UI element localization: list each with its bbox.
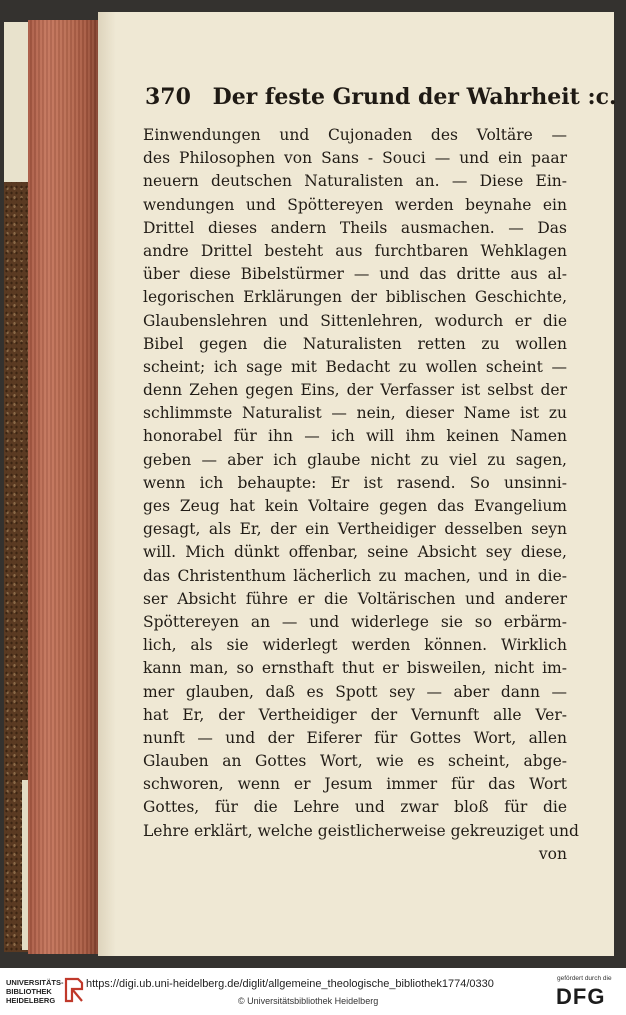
text-line: lich, als sie widerlegt werden können. Wirklich	[143, 636, 567, 655]
text-line: neuern deutschen Naturalisten an. — Diese Ein-	[143, 172, 567, 191]
text-line: honorabel für ihn — ich will ihm keinen Namen	[143, 427, 567, 446]
text-line: ges Zeug hat kein Voltaire gegen das Evangelium	[143, 497, 567, 515]
text-line: mer glauben, daß es Spott sey — aber dann —	[143, 682, 567, 701]
text-line: nunft — und der Eiferer für Gottes Wort, allen	[143, 728, 567, 747]
text-line: will. Mich dünkt offenbar, seine Absicht sey diese,	[143, 543, 567, 562]
page-number: 370	[145, 84, 191, 110]
text-line: andre Drittel besteht aus furchtbaren Wehklagen	[143, 241, 567, 260]
text-line: Drittel dieses andern Theils ausmachen. — Das	[143, 218, 567, 237]
library-logo-icon	[64, 977, 84, 1003]
text-line: geben — aber ich glaube nicht zu viel zu sagen,	[143, 450, 567, 469]
text-line: Glauben an Gottes Wort, wie es scheint, abge-	[143, 752, 567, 771]
page-url-link[interactable]: https://digi.ub.uni-heidelberg.de/diglit/allgemeine_theologische_bibliothek1774/0330	[86, 978, 494, 990]
text-line: hat Er, der Vertheidiger der Vernunft alle Ver-	[143, 705, 567, 724]
dfg-logo: DFG	[556, 984, 606, 1009]
library-name: UNIVERSITÄTS- BIBLIOTHEK HEIDELBERG	[6, 978, 64, 1005]
text-line: Einwendungen und Cujonaden des Voltäre —	[143, 126, 567, 144]
text-line: über diese Bibelstürmer — und das dritte aus al-	[143, 265, 567, 284]
body-text	[143, 124, 579, 866]
copyright-notice: © Universitätsbibliothek Heidelberg	[238, 996, 379, 1006]
text-line: scheint; ich sage mit Bedacht zu wollen scheint —	[143, 357, 567, 376]
text-line: des Philosophen von Sans - Souci — und ein paar	[143, 149, 567, 168]
text-line: Spöttereyen an — und widerlege sie so erbärm-	[143, 612, 567, 631]
book-spine-edge	[28, 20, 100, 954]
text-line: das Christenthum lächerlich zu machen, und in die-	[143, 566, 567, 585]
text-line: legorischen Erklärungen der biblischen Geschichte,	[143, 288, 567, 307]
text-line: von	[538, 844, 567, 863]
text-line: Lehre erklärt, welche geistlicherweise gekreuziget und	[143, 821, 579, 840]
text-line: ser Absicht führe er die Voltärischen und anderer	[143, 589, 567, 608]
text-line: gesagt, als Er, der ein Vertheidiger desselben seyn	[143, 520, 567, 539]
running-head-title: Der feste Grund der Wahrheit :c.	[212, 84, 617, 110]
text-line: schworen, wenn er Jesum immer für das Wort	[143, 775, 567, 794]
text-line: wendungen und Spöttereyen werden beynahe ein	[143, 195, 567, 214]
viewer-footer	[0, 968, 626, 1015]
text-line: schlimmste Naturalist — nein, dieser Name ist zu	[143, 404, 567, 423]
page-running-head	[145, 84, 617, 120]
text-line: Gottes, für die Lehre und zwar bloß für die	[143, 798, 567, 817]
text-line: Glaubenslehren und Sittenlehren, wodurch er die	[143, 311, 567, 330]
text-line: kann man, so ernsthaft thut er bisweilen, nicht im-	[143, 659, 567, 678]
text-line: denn Zehen gegen Eins, der Verfasser ist selbst der	[143, 381, 567, 400]
sponsor-caption: gefördert durch die	[557, 975, 612, 982]
text-line: Bibel gegen die Naturalisten retten zu wollen	[143, 334, 567, 353]
text-line: wenn ich behaupte: Er ist rasend. So unsinni-	[143, 473, 567, 492]
